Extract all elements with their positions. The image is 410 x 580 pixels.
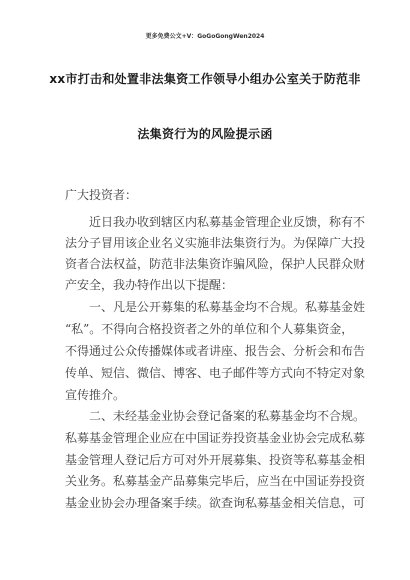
body-line: 私募基金管理企业应在中国证券投资基金业协会完成私募	[65, 431, 366, 445]
body-line: 传单、短信、微信、博客、电子邮件等方式向不特定对象	[65, 366, 366, 380]
body-line: 基金业协会办理备案手续。欲查询私募基金相关信息，可	[65, 496, 366, 510]
body-line: 基金管理人登记后方可对外开展募集、投资等私募基金相	[65, 453, 366, 467]
document-title-line-2: 法集资行为的风险提示函	[137, 127, 273, 141]
body-line: 关业务。私募基金产品募集完毕后，应当在中国证券投资	[65, 474, 366, 488]
body-line: 资者合法权益，防范非法集资诈骗风险，保护人民群众财	[65, 257, 366, 271]
body-line: 近日我办收到辖区内私募基金管理企业反馈，称有不	[89, 215, 366, 229]
body-line: 法分子冒用该企业名义实施非法集资行为。为保障广大投	[65, 236, 366, 250]
header-note: 更多免费公文+V：GoGoGongWen2024	[145, 33, 265, 40]
body-line: 宣传推介。	[65, 388, 126, 402]
body-line: 二、未经基金业协会登记备案的私募基金均不合规。	[89, 409, 366, 423]
document-title-line-1: xx市打击和处置非法集资工作领导小组办公室关于防范非	[49, 72, 361, 86]
body-line: 产安全，我办特作出以下提醒：	[65, 278, 234, 292]
body-line: 不得通过公众传播媒体或者讲座、报告会、分析会和布告	[65, 344, 366, 358]
salutation: 广大投资者：	[65, 188, 138, 202]
body-line: “私”。不得向合格投资者之外的单位和个人募集资金，	[65, 322, 354, 336]
body-line: 一、凡是公开募集的私募基金均不合规。私募基金姓	[89, 300, 366, 314]
